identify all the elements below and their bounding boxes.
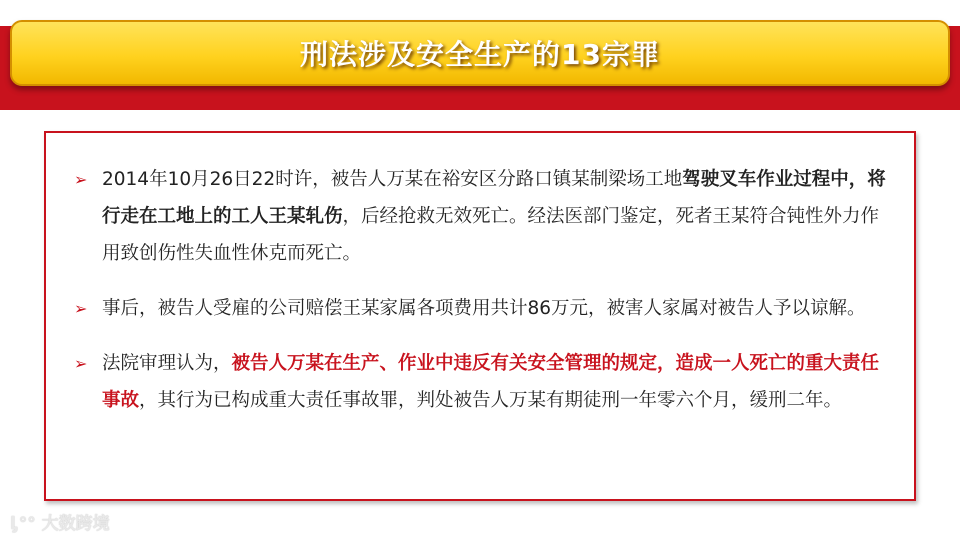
bullet-item — [72, 290, 888, 327]
arrow-bullet-icon: ➢ — [74, 354, 88, 373]
bullet-item — [72, 345, 888, 419]
bullet-text-segment: 2014年10月26日22时许，被告人万某在裕安区分路口镇某制梁场工地 — [102, 169, 683, 190]
bullet-text-segment: 法院审理认为， — [102, 353, 232, 374]
title-banner — [10, 20, 950, 86]
watermark-icon: ᶅ°° — [10, 514, 36, 534]
watermark-text: 大数跨境 — [41, 514, 110, 534]
watermark-logo — [10, 509, 110, 534]
bullet-highlight-segment: 被告人万某在生产、作业中违反有关安全管理的规定，造成一人死亡的重大责任事故 — [102, 353, 880, 411]
bullet-text-segment: ，其行为已构成重大责任事故罪，判处被告人万某有期徒刑一年零六个月，缓刑二年。 — [139, 390, 843, 411]
bullet-item — [72, 161, 888, 272]
bullet-text-segment: 事后，被告人受雇的公司赔偿王某家属各项费用共计86万元，被害人家属对被告人予以谅解。 — [102, 298, 866, 319]
slide-title: 刑法涉及安全生产的13宗罪 — [300, 38, 660, 71]
content-box — [44, 131, 916, 501]
arrow-bullet-icon: ➢ — [74, 170, 88, 189]
bullet-bold-segment: 驾驶叉车作业过程中，将行走在工地上的工人王某轧伤 — [102, 169, 886, 227]
bullet-text-segment: ，后经抢救无效死亡。经法医部门鉴定，死者王某符合钝性外力作用致创伤性失血性休克而死亡。 — [102, 206, 880, 264]
arrow-bullet-icon: ➢ — [74, 299, 88, 318]
